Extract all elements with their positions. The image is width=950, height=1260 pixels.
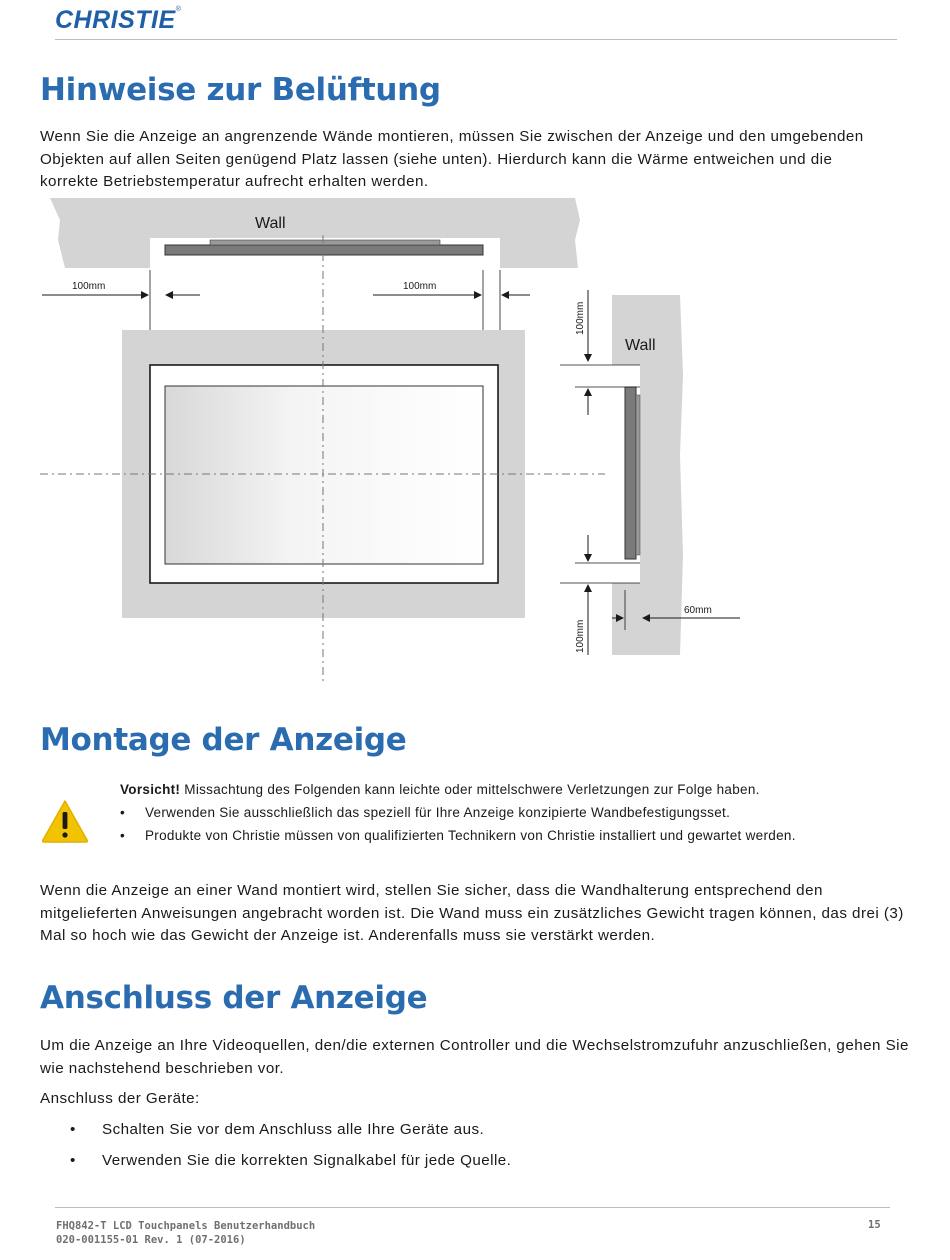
connection-step: • Verwenden Sie die korrekten Signalkabel für jede Quelle.: [70, 1150, 511, 1181]
section-title-ventilation: Hinweise zur Belüftung: [40, 72, 441, 108]
connection-steps: [70, 1119, 511, 1181]
caution-item: • Produkte von Christie müssen von qualifizierten Technikern von Christie installiert und gewartet werden.: [120, 827, 880, 844]
dim-right-label: 100mm: [403, 281, 437, 292]
top-wall-label: Wall: [255, 215, 286, 232]
section-title-connection: Anschluss der Anzeige: [40, 980, 428, 1016]
warning-triangle-icon: [40, 798, 90, 844]
mounting-paragraph: Wenn die Anzeige an einer Wand montiert wird, stellen Sie sicher, dass die Wandhalterung entsprechend den mitgelieferten Anweisungen angebracht worden ist. Die Wand muss ein zusätzliches Gewicht tragen können, das drei (3) Mal so hoch wie das Gewicht der Anzeige ist. Anderenfalls muss sie verstärkt werden.: [40, 882, 904, 944]
dim-bottom-label: 100mm: [575, 619, 586, 653]
display-side-view: [625, 387, 636, 559]
connection-paragraph: Um die Anzeige an Ihre Videoquellen, den/die externen Controller und die Wechselstromzufuhr anzuschließen, gehen Sie wie nachstehend beschrieben vor.: [40, 1037, 909, 1077]
caution-label: Vorsicht!: [120, 782, 181, 797]
caution-item: • Verwenden Sie ausschließlich das speziell für Ihre Anzeige konzipierte Wandbefestigungsset.: [120, 804, 880, 821]
section-title-mounting: Montage der Anzeige: [40, 722, 407, 758]
ventilation-paragraph: Wenn Sie die Anzeige an angrenzende Wände montieren, müssen Sie zwischen der Anzeige und den umgebenden Objekten auf allen Seiten genügend Platz lassen (siehe unten). Hierdurch kann die Wärme entweichen und die korrekte Betriebstemperatur aufrecht erhalten werden.: [40, 128, 864, 190]
caution-list: [120, 804, 880, 844]
christie-logo: CHRISTIE®: [55, 6, 182, 34]
caution-text: Missachtung des Folgenden kann leichte oder mittelschwere Verletzungen zur Folge haben.: [180, 782, 760, 797]
connection-step: • Schalten Sie vor dem Anschluss alle Ihre Geräte aus.: [70, 1119, 511, 1150]
header-divider: [55, 39, 897, 40]
dim-depth-label: 60mm: [684, 605, 712, 616]
display-top-view: [165, 245, 483, 255]
dim-top-label: 100mm: [575, 301, 586, 335]
footer-divider: [55, 1207, 890, 1208]
ventilation-clearance-diagram: [40, 195, 760, 690]
connection-lead: Anschluss der Geräte:: [40, 1090, 200, 1107]
top-wall: [50, 198, 580, 268]
caution-heading: [120, 781, 880, 798]
display-front-screen: [165, 386, 483, 564]
dim-left-label: 100mm: [72, 281, 106, 292]
side-wall-label: Wall: [625, 337, 656, 354]
footer-revision: 020-001155-01 Rev. 1 (07-2016): [56, 1234, 246, 1246]
footer-document-info: [56, 1219, 315, 1247]
page-number: 15: [868, 1219, 881, 1231]
caution-box: [120, 781, 880, 850]
footer-title: FHQ842-T LCD Touchpanels Benutzerhandbuch: [56, 1220, 316, 1232]
